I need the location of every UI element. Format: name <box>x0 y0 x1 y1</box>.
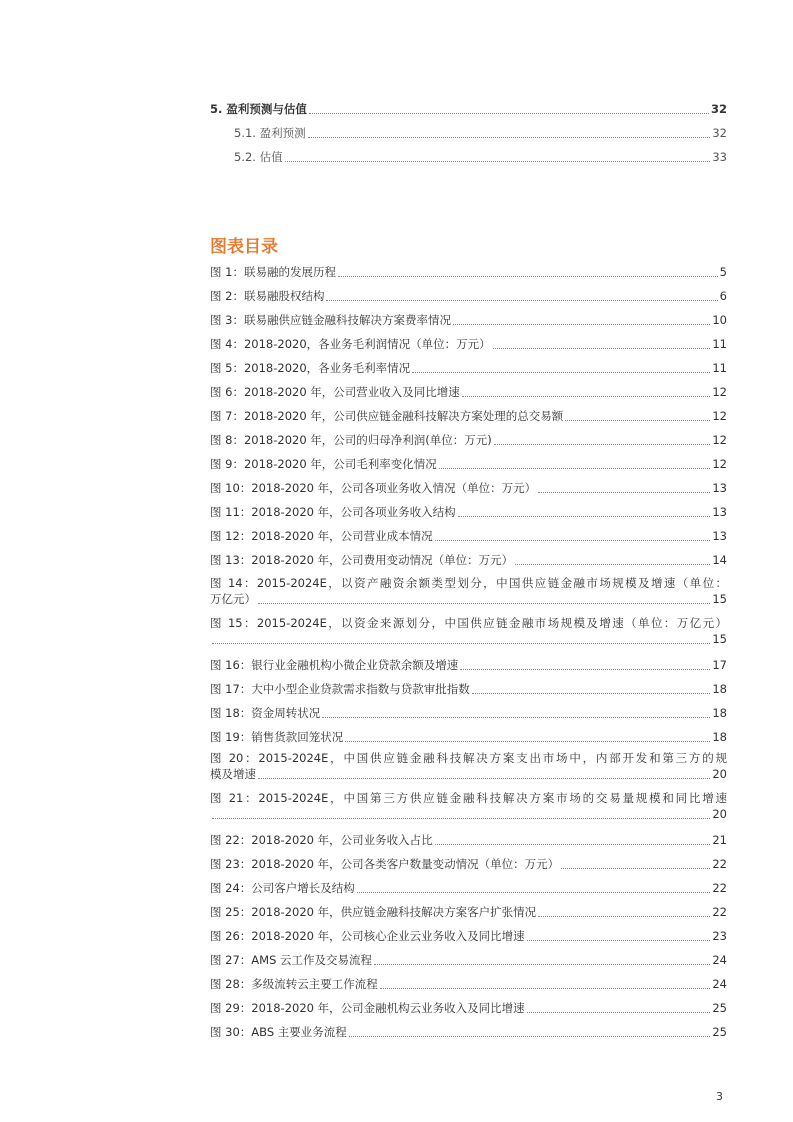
figure-entry-title: 图 4：2018-2020，各业务毛利润情况（单位：万元） <box>210 337 491 351</box>
toc-entry-title: 5. 盈利预测与估值 <box>210 102 307 116</box>
leader-dots <box>439 468 711 469</box>
figure-entry-page: 5 <box>719 265 727 279</box>
figure-entry-page: 13 <box>712 529 727 543</box>
figure-entry-title: 图 5：2018-2020，各业务毛利率情况 <box>210 361 411 375</box>
figure-entry[interactable] <box>210 655 727 673</box>
leader-dots <box>212 818 710 819</box>
figure-entry[interactable] <box>210 727 727 745</box>
figure-entry[interactable] <box>210 286 727 304</box>
figure-entry[interactable] <box>210 310 727 328</box>
leader-dots <box>326 300 717 301</box>
figure-entry[interactable] <box>210 1022 727 1040</box>
figure-entry-title: 图 3：联易融供应链金融科技解决方案费率情况 <box>210 313 451 327</box>
figure-entry-page: 10 <box>712 313 727 327</box>
leader-dots <box>322 717 710 718</box>
leader-dots <box>527 940 711 941</box>
leader-dots <box>345 741 710 742</box>
figure-entry-title-cont: 模及增速 <box>210 767 256 781</box>
figure-entry-title: 图 1：联易融的发展历程 <box>210 265 336 279</box>
leader-dots <box>472 693 711 694</box>
leader-dots <box>285 161 711 162</box>
figure-entry-page: 25 <box>712 1001 727 1015</box>
figures-heading: 图表目录 <box>210 237 278 257</box>
leader-dots <box>435 844 711 845</box>
leader-dots <box>493 348 711 349</box>
figure-entry-page: 21 <box>712 833 727 847</box>
leader-dots <box>412 372 710 373</box>
figure-entry[interactable] <box>210 854 727 872</box>
figure-entry[interactable] <box>210 502 727 520</box>
figure-entry-title: 图 19：销售货款回笼状况 <box>210 730 344 744</box>
figure-entry-title: 图 20：2015-2024E，中国供应链金融科技解决方案支出市场中，内部开发和第三方的规 <box>210 751 727 765</box>
figure-entry-page: 15 <box>712 632 727 646</box>
figure-entry-page: 24 <box>712 953 727 967</box>
toc-entry-page: 32 <box>712 126 727 140</box>
leader-dots <box>309 113 709 114</box>
leader-dots <box>515 564 710 565</box>
figure-entry-page: 20 <box>712 767 727 781</box>
figure-entry[interactable] <box>210 550 727 568</box>
figure-entry-title: 图 16：银行业金融机构小微企业贷款余额及增速 <box>210 658 459 672</box>
toc-entry-title: 5.2. 估值 <box>234 150 283 164</box>
leader-dots <box>538 492 710 493</box>
figure-entry[interactable] <box>210 526 727 544</box>
figure-entry-title: 图 6：2018-2020 年，公司营业收入及同比增速 <box>210 385 460 399</box>
figure-entry-page: 11 <box>712 337 727 351</box>
leader-dots <box>527 1012 711 1013</box>
leader-dots <box>435 540 711 541</box>
figure-entry-page: 18 <box>712 682 727 696</box>
figure-entry[interactable] <box>210 830 727 848</box>
toc-entry-page: 33 <box>712 150 727 164</box>
figure-entry-page: 22 <box>712 905 727 919</box>
figure-entry-title: 图 23：2018-2020 年，公司各类客户数量变动情况（单位：万元） <box>210 857 560 871</box>
figure-entry[interactable] <box>210 358 727 376</box>
figure-entry-page: 17 <box>712 658 727 672</box>
figure-entry[interactable] <box>210 974 727 992</box>
leader-dots <box>357 892 711 893</box>
figure-entry-page: 6 <box>719 289 727 303</box>
figure-entry-title: 图 24：公司客户增长及结构 <box>210 881 355 895</box>
leader-dots <box>565 420 710 421</box>
leader-dots <box>538 916 710 917</box>
figure-entry-title: 图 26：2018-2020 年，公司核心企业云业务收入及同比增速 <box>210 929 525 943</box>
figure-entry-page: 22 <box>712 857 727 871</box>
figure-entry[interactable] <box>210 679 727 697</box>
figure-entry-title: 图 11：2018-2020 年，公司各项业务收入结构 <box>210 505 456 519</box>
figure-entry-title: 图 14：2015-2024E，以资产融资余额类型划分，中国供应链金融市场规模及增速（单位： <box>210 576 727 590</box>
figure-entry[interactable] <box>210 454 727 472</box>
figure-entry-page: 13 <box>712 505 727 519</box>
leader-dots <box>258 603 710 604</box>
figure-entry-page: 12 <box>712 433 727 447</box>
leader-dots <box>462 396 711 397</box>
figure-entry-title: 图 29：2018-2020 年，公司金融机构云业务收入及同比增速 <box>210 1001 525 1015</box>
figure-entry[interactable] <box>210 382 727 400</box>
figure-entry-page: 11 <box>712 361 727 375</box>
figure-entry[interactable] <box>210 950 727 968</box>
figure-entry-title: 图 15：2015-2024E，以资金来源划分，中国供应链金融市场规模及增速（单位：万亿元） <box>210 616 727 630</box>
figure-entry-title-cont: 万亿元） <box>210 592 256 606</box>
figure-entry-page: 20 <box>712 807 727 821</box>
figure-entry-page: 22 <box>712 881 727 895</box>
figure-entry-title: 图 2：联易融股权结构 <box>210 289 325 303</box>
figure-entry-page: 18 <box>712 706 727 720</box>
figure-entry[interactable] <box>210 478 727 496</box>
leader-dots <box>338 276 718 277</box>
figure-entry[interactable] <box>210 430 727 448</box>
figure-entry-title: 图 9：2018-2020 年，公司毛利率变化情况 <box>210 457 437 471</box>
leader-dots <box>374 964 710 965</box>
figure-entry[interactable] <box>210 878 727 896</box>
figure-entry-title: 图 30：ABS 主要业务流程 <box>210 1025 347 1039</box>
leader-dots <box>308 137 711 138</box>
toc-entry-page: 32 <box>710 102 727 116</box>
leader-dots <box>494 444 711 445</box>
leader-dots <box>212 643 710 644</box>
figure-entry-page: 15 <box>712 592 727 606</box>
figure-entry-title: 图 17：大中小型企业贷款需求指数与贷款审批指数 <box>210 682 470 696</box>
page-number: 3 <box>716 1090 723 1103</box>
figure-entry-page: 13 <box>712 481 727 495</box>
figure-entry[interactable] <box>210 750 727 782</box>
figure-entry-title: 图 12：2018-2020 年，公司营业成本情况 <box>210 529 433 543</box>
figure-entry-page: 12 <box>712 409 727 423</box>
leader-dots <box>349 1036 711 1037</box>
figure-entry[interactable] <box>210 334 727 352</box>
figure-entry[interactable] <box>210 575 727 607</box>
leader-dots <box>458 516 711 517</box>
figure-entry-page: 24 <box>712 977 727 991</box>
figure-entry-title: 图 8：2018-2020 年，公司的归母净利润(单位：万元) <box>210 433 492 447</box>
figure-entry[interactable] <box>210 926 727 944</box>
leader-dots <box>561 868 710 869</box>
leader-dots <box>258 778 710 779</box>
figure-entry-page: 18 <box>712 730 727 744</box>
figure-entry[interactable] <box>210 406 727 424</box>
figure-entry[interactable] <box>210 703 727 721</box>
figure-entry-title: 图 27：AMS 云工作及交易流程 <box>210 953 373 967</box>
figure-entry-page: 12 <box>712 457 727 471</box>
leader-dots <box>460 669 710 670</box>
toc-entry-title: 5.1. 盈利预测 <box>234 126 306 140</box>
figure-entry-page: 14 <box>712 553 727 567</box>
figure-entry-title: 图 7：2018-2020 年，公司供应链金融科技解决方案处理的总交易额 <box>210 409 564 423</box>
figure-entry-title: 图 28：多级流转云主要工作流程 <box>210 977 378 991</box>
figure-entry-title: 图 13：2018-2020 年，公司费用变动情况（单位：万元） <box>210 553 514 567</box>
figure-entry[interactable] <box>210 998 727 1016</box>
figure-entry-title: 图 10：2018-2020 年，公司各项业务收入情况（单位：万元） <box>210 481 537 495</box>
figure-entry-page: 25 <box>712 1025 727 1039</box>
figure-entry-title: 图 21：2015-2024E，中国第三方供应链金融科技解决方案市场的交易量规模和同比增速 <box>210 791 727 805</box>
figure-entry[interactable] <box>210 790 727 822</box>
figure-entry-title: 图 25：2018-2020 年，供应链金融科技解决方案客户扩张情况 <box>210 905 537 919</box>
figure-entry[interactable] <box>210 902 727 920</box>
toc-entry-section-5-2[interactable] <box>234 147 727 165</box>
figure-entry[interactable] <box>210 262 727 280</box>
figure-entry-page: 23 <box>712 929 727 943</box>
figure-entry-title: 图 22：2018-2020 年，公司业务收入占比 <box>210 833 433 847</box>
toc-entry-section-5-1[interactable] <box>234 123 727 141</box>
toc-entry-section-5[interactable] <box>210 99 727 117</box>
figure-entry-title: 图 18：资金周转状况 <box>210 706 321 720</box>
leader-dots <box>380 988 711 989</box>
leader-dots <box>453 324 710 325</box>
figure-entry-page: 12 <box>712 385 727 399</box>
figure-entry[interactable] <box>210 615 727 647</box>
